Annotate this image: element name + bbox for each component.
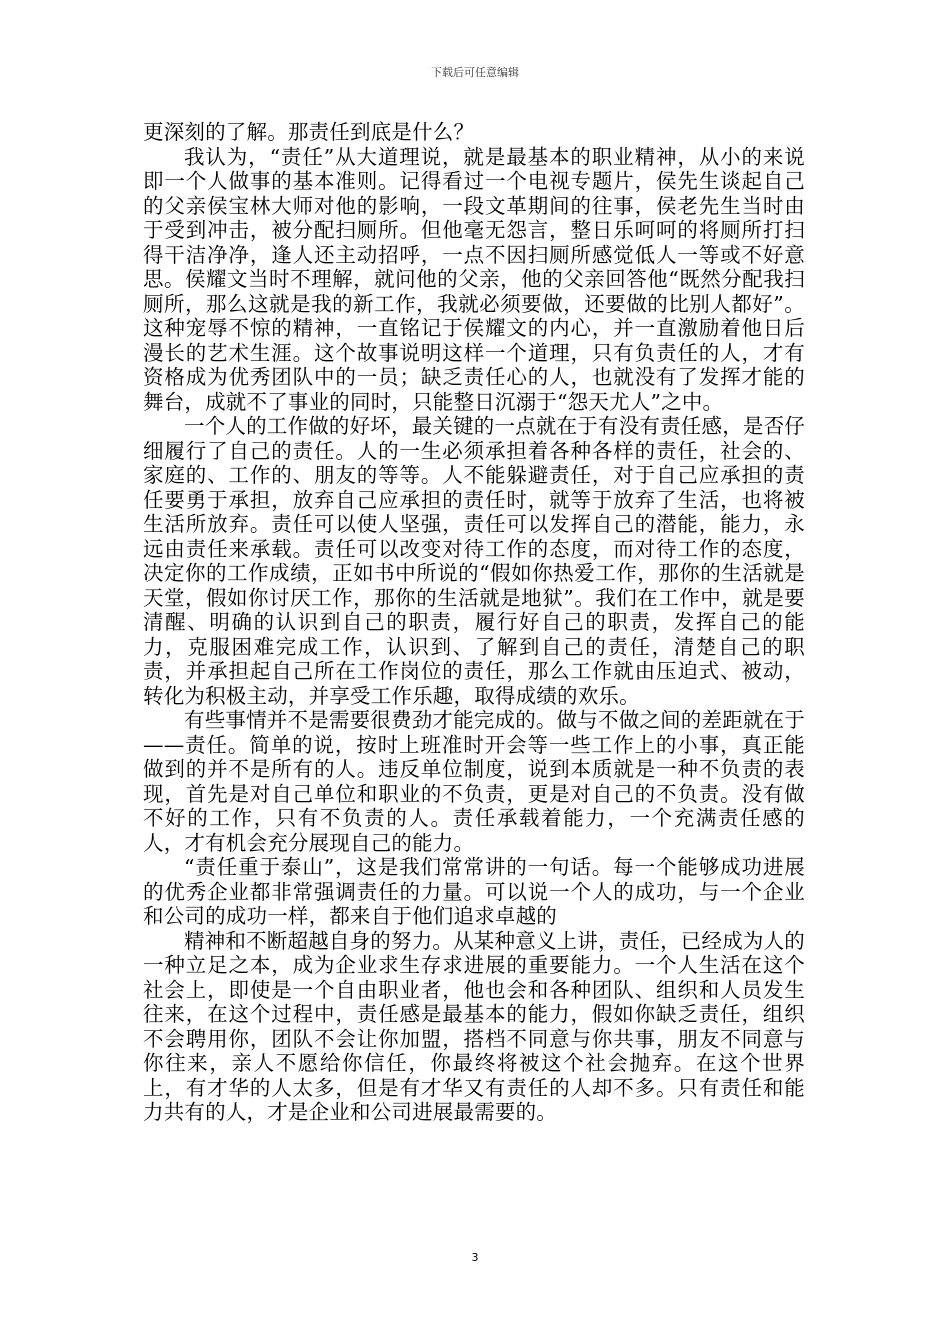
paragraph-2: 我认为，“责任”从大道理说，就是最基本的职业精神，从小的来说即一个人做事的基本准则。记得看过一个电视专题片，侯先生谈起自己的父亲侯宝林大师对他的影响，一段文革期间的往事，侯老先生当时由于受到冲击，被分配扫厕所。但他毫无怨言，整日乐呵呵的将厕所打扫得干洁净净，逢人还主动招呼，一点不因扫厕所感觉低人一等或不好意思。侯耀文当时不理解，就问他的父亲，他的父亲回答他“既然分配我扫厕所，那么这就是我的新工作，我就必须要做，还要做的比别人都好”。这种宠辱不惊的精神，一直铭记于侯耀文的内心，并一直激励着他日后漫长的艺术生涯。这个故事说明这样一个道理，只有负责任的人，才有资格成为优秀团队中的一员；缺乏责任心的人，也就没有了发挥才能的舞台，成就不了事业的同时，只能整日沉溺于“怨天尤人”之中。 [143, 144, 805, 414]
paragraph-5: “责任重于泰山”，这是我们常常讲的一句话。每一个能够成功进展的优秀企业都非常强调责任的力量。可以说一个人的成功，与一个企业和公司的成功一样，都来自于他们追求卓越的 [143, 855, 805, 928]
body-text [143, 120, 805, 1125]
page-number: 3 [471, 1251, 479, 1264]
paragraph-4: 有些事情并不是需要很费劲才能完成的。做与不做之间的差距就在于——责任。简单的说，按时上班准时开会等一些工作上的小事，真正能做到的并不是所有的人。违反单位制度，说到本质就是一种不负责的表现，首先是对自己单位和职业的不负责，更是对自己的不负责。没有做不好的工作，只有不负责的人。责任承载着能力，一个充满责任感的人，才有机会充分展现自己的能力。 [143, 708, 805, 855]
paragraph-6: 精神和不断超越自身的努力。从某种意义上讲，责任，已经成为人的一种立足之本，成为企业求生存求进展的重要能力。一个人生活在这个社会上，即使是一个自由职业者，他也会和各种团队、组织和人员发生往来，在这个过程中，责任感是最基本的能力，假如你缺乏责任，组织不会聘用你，团队不会让你加盟，搭档不同意与你共事，朋友不同意与你往来，亲人不愿给你信任，你最终将被这个社会抛弃。在这个世界上，有才华的人太多，但是有才华又有责任的人却不多。只有责任和能力共有的人，才是企业和公司进展最需要的。 [143, 928, 805, 1124]
paragraph-3: 一个人的工作做的好坏，最关键的一点就在于有没有责任感，是否仔细履行了自己的责任。人的一生必须承担着各种各样的责任，社会的、家庭的、工作的、朋友的等等。人不能躲避责任，对于自己应承担的责任要勇于承担，放弃自己应承担的责任时，就等于放弃了生活，也将被生活所放弃。责任可以使人坚强，责任可以发挥自己的潜能，能力，永远由责任来承载。责任可以改变对待工作的态度，而对待工作的态度，决定你的工作成绩，正如书中所说的“假如你热爱工作，那你的生活就是天堂，假如你讨厌工作，那你的生活就是地狱”。我们在工作中，就是要清醒、明确的认识到自己的职责，履行好自己的职责，发挥自己的能力，克服困难完成工作，认识到、了解到自己的责任，清楚自己的职责，并承担起自己所在工作岗位的责任，那么工作就由压迫式、被动，转化为积极主动，并享受工作乐趣，取得成绩的欢乐。 [143, 414, 805, 708]
page-header: 下载后可任意编辑 [431, 66, 519, 79]
paragraph-1: 更深刻的了解。那责任到底是什么？ [143, 120, 475, 144]
